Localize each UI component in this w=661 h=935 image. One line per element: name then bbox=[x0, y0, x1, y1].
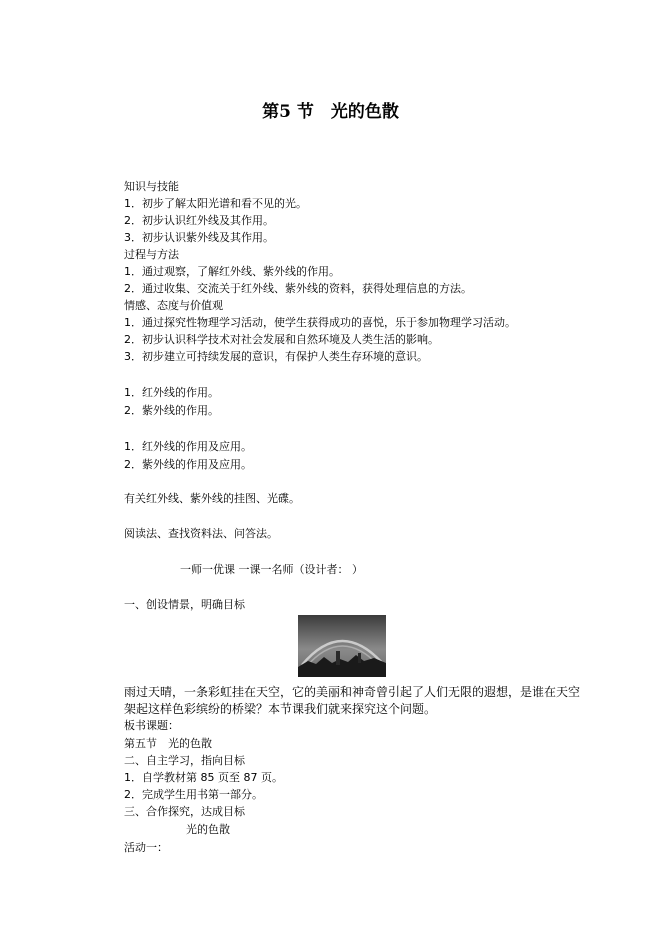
page-title: 第5 节 光的色散 bbox=[262, 102, 399, 122]
objective-heading-knowledge: 知识与技能 bbox=[124, 180, 179, 193]
series-line: 一师一优课 一课一名师（设计者： ） bbox=[180, 563, 363, 576]
board-label: 板书课题： bbox=[124, 719, 179, 732]
difficult-point-item: 1．红外线的作用及应用。 bbox=[124, 440, 252, 453]
intro-paragraph-line-2: 架起这样色彩缤纷的桥梁？本节课我们就来探究这个问题。 bbox=[124, 702, 437, 716]
activity-1-label: 活动一： bbox=[124, 841, 168, 854]
objective-item: 1．通过探究性物理学习活动，使学生获得成功的喜悦，乐于参加物理学习活动。 bbox=[124, 316, 516, 329]
teaching-methods: 阅读法、查找资料法、问答法。 bbox=[124, 527, 278, 540]
difficult-point-item: 2．紫外线的作用及应用。 bbox=[124, 458, 252, 471]
objective-item: 3．初步认识紫外线及其作用。 bbox=[124, 231, 274, 244]
step-1-heading: 一、创设情景，明确目标 bbox=[124, 598, 245, 611]
objective-item: 1．通过观察，了解红外线、紫外线的作用。 bbox=[124, 265, 340, 278]
objective-heading-attitude: 情感、态度与价值观 bbox=[124, 299, 223, 312]
key-point-item: 1．红外线的作用。 bbox=[124, 386, 219, 399]
step-2-item: 1．自学教材第 85 页至 87 页。 bbox=[124, 771, 283, 784]
step-3-subheading: 光的色散 bbox=[186, 823, 230, 836]
rainbow-photo bbox=[298, 615, 386, 677]
teaching-aids: 有关红外线、紫外线的挂图、光碟。 bbox=[124, 492, 300, 505]
objective-item: 1．初步了解太阳光谱和看不见的光。 bbox=[124, 197, 307, 210]
step-2-item: 2．完成学生用书第一部分。 bbox=[124, 788, 263, 801]
key-point-item: 2．紫外线的作用。 bbox=[124, 404, 219, 417]
step-3-heading: 三、合作探究，达成目标 bbox=[124, 805, 245, 818]
objective-item: 3．初步建立可持续发展的意识，有保护人类生存环境的意识。 bbox=[124, 350, 428, 363]
objective-item: 2．初步认识红外线及其作用。 bbox=[124, 214, 274, 227]
objective-heading-process: 过程与方法 bbox=[124, 248, 179, 261]
objective-item: 2．通过收集、交流关于红外线、紫外线的资料，获得处理信息的方法。 bbox=[124, 282, 472, 295]
rainbow-image bbox=[298, 615, 386, 677]
objective-item: 2．初步认识科学技术对社会发展和自然环境及人类生活的影响。 bbox=[124, 333, 439, 346]
board-title: 第五节 光的色散 bbox=[124, 737, 212, 750]
intro-paragraph-line-1: 雨过天晴，一条彩虹挂在天空，它的美丽和神奇曾引起了人们无限的遐想，是谁在天空 bbox=[124, 685, 581, 699]
step-2-heading: 二、自主学习，指向目标 bbox=[124, 754, 245, 767]
